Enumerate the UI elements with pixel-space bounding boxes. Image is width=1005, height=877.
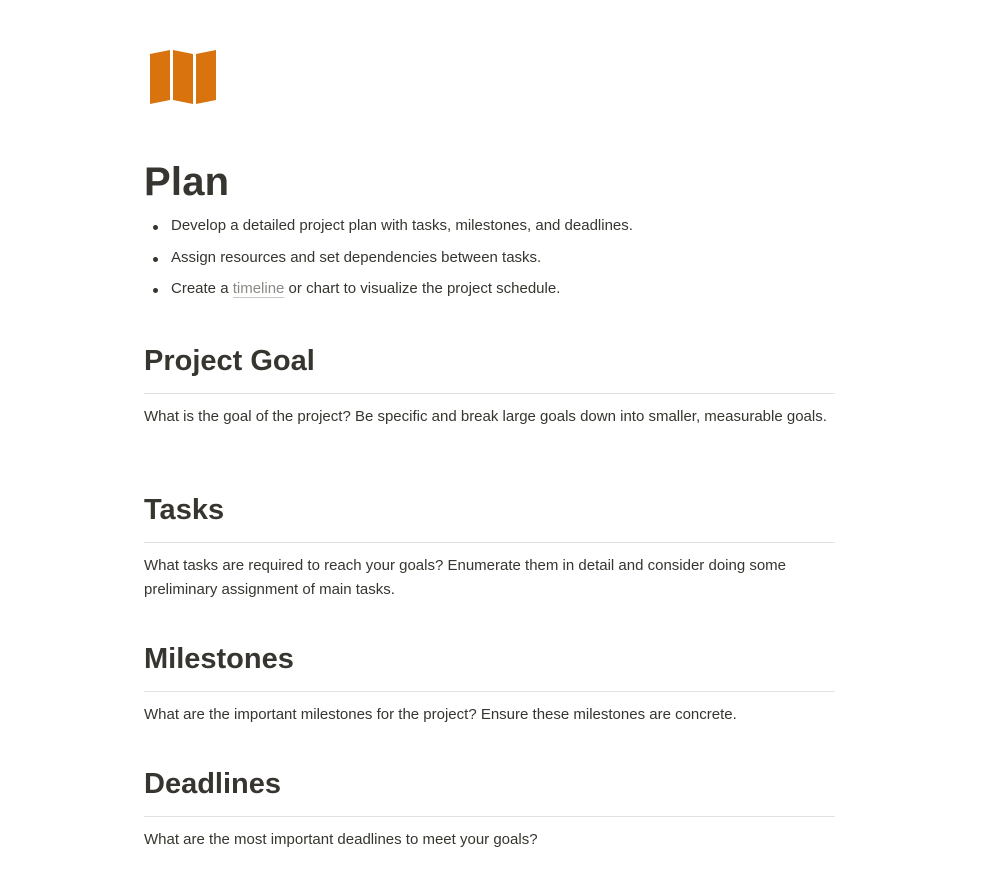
section-tasks xyxy=(144,490,835,602)
section-heading-tasks[interactable]: Tasks xyxy=(144,490,835,543)
bullet-item[interactable] xyxy=(144,246,835,270)
bullet-dot-icon xyxy=(153,225,158,230)
page-title[interactable]: Plan xyxy=(144,160,230,204)
timeline-link[interactable]: timeline xyxy=(232,280,285,297)
bullet-text: Develop a detailed project plan with tasks, milestones, and deadlines. xyxy=(171,217,633,234)
section-body-tasks[interactable]: What tasks are required to reach your goals? Enumerate them in detail and consider doing some preliminary assignment of main tasks. xyxy=(144,557,787,598)
bullet-dot-icon xyxy=(153,288,158,293)
section-project-goal xyxy=(144,341,835,429)
bullet-text-before: Create a xyxy=(171,280,233,297)
map-icon[interactable] xyxy=(148,50,218,104)
bullet-item[interactable] xyxy=(144,214,835,238)
bullet-list xyxy=(144,214,835,309)
bullet-item[interactable] xyxy=(144,277,835,301)
section-body-milestones[interactable]: What are the important milestones for the project? Ensure these milestones are concrete. xyxy=(144,706,737,723)
section-deadlines xyxy=(144,764,835,852)
section-heading-deadlines[interactable]: Deadlines xyxy=(144,764,835,817)
section-body-deadlines[interactable]: What are the most important deadlines to meet your goals? xyxy=(144,831,538,848)
section-body-project-goal[interactable]: What is the goal of the project? Be specific and break large goals down into smaller, measurable goals. xyxy=(144,408,827,425)
section-heading-project-goal[interactable]: Project Goal xyxy=(144,341,835,394)
section-milestones xyxy=(144,639,835,727)
bullet-text: Assign resources and set dependencies between tasks. xyxy=(171,248,542,266)
map-icon-graphic xyxy=(148,50,218,104)
section-heading-milestones[interactable]: Milestones xyxy=(144,639,835,692)
bullet-dot-icon xyxy=(153,257,158,262)
bullet-text-after: or chart to visualize the project schedule. xyxy=(284,280,561,297)
